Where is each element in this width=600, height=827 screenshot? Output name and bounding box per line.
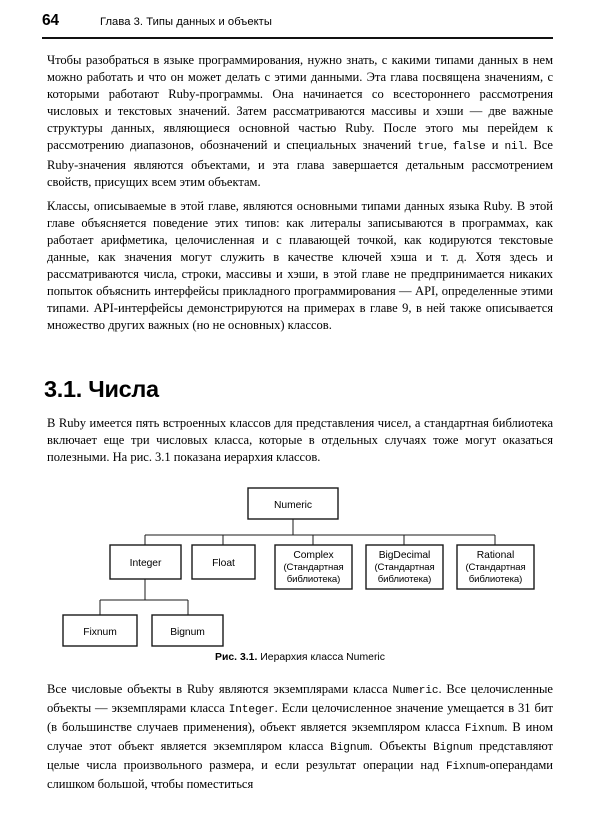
chapter-title: Глава 3. Типы данных и объекты [100,16,272,28]
node-rational [457,545,534,589]
node-rational-sub2: библиотека) [468,574,523,585]
paragraph-1 [47,52,553,191]
node-bignum [152,615,223,646]
inline-text: и [485,138,505,153]
node-bigdecimal-sub1: (Стандартная [374,562,435,573]
figure-caption [0,652,600,663]
inline-code: false [452,141,486,154]
inline-text: . В ином случае этот объект является экземпляром класса [47,720,553,754]
node-integer [110,545,181,579]
node-integer-label: Integer [129,558,162,569]
node-rational-sub1: (Стандартная [465,562,526,573]
inline-text: . Все целочисленные объекты — экземплярами класса [47,682,553,716]
hierarchy-diagram [0,483,600,668]
node-bigdecimal [366,545,443,589]
inline-text: представляют целые числа произвольного размера, и если результат операции над [47,739,553,773]
node-complex-label: Complex [293,550,334,561]
inline-text: . Все Ruby-значения являются объектами, и эта глава завершается детальным рассмотрением свойств, присущих всем этим объектам. [47,138,553,189]
running-head [42,12,552,34]
node-complex-sub2: библиотека) [286,574,341,585]
closing-column [47,681,553,794]
page-number: 64 [42,12,59,29]
inline-text: Все числовые объекты в Ruby являются экземплярами класса [47,682,393,696]
inline-text: , [443,138,453,153]
node-fixnum-label: Fixnum [83,627,117,638]
figure-caption-text: Иерархия класса Numeric [257,652,385,663]
node-bignum-label: Bignum [170,627,205,638]
paragraph-2: Классы, описываемые в этой главе, являются основными типами данных языка Ruby. В этой главе объясняется поведение этих типов: как литералы записываются в программах, как работает арифметика, целочисленная и с плавающей точкой, как кодируются текстовые данные, как значения могут служить в качестве ключей хэша и т. д. Хотя здесь и рассматриваются числа, строки, массивы и хэши, в этой главе не предпринимается никаких попыток объяснить интерфейсы прикладного программирования — API, определенные этими типами. API-интерфейсы демонстрируются на примерах в главе 9, в ней также описывается множество других важных (но не основных) классов. [47,198,553,333]
section-heading: 3.1. Числа [44,376,159,402]
inline-code: Fixnum [464,723,505,736]
inline-code: Integer [228,704,275,717]
header-rule [42,37,553,39]
node-rational-label: Rational [476,550,515,561]
inline-text: Чтобы разобраться в языке программирования, нужно знать, с какими типами данных в нем можно работать и что он может делать с этими данными. Эта глава посвящена значениям, с которыми работают Ruby-программы. Она начинается со всестороннего рассмотрения числовых и текстовых значений. Затем рассматриваются массивы и хэши — две важные структуры данных, являющиеся основной частью Ruby. После этого мы перейдем к рассмотрению диапазонов, обозначений и специальных значений [47,53,553,153]
inline-code: Bignum [433,742,473,755]
paragraph-4 [47,681,553,794]
inline-code: Numeric [392,685,439,697]
node-fixnum [63,615,137,646]
node-complex [275,545,352,589]
figure-numeric-hierarchy [0,483,600,668]
figure-caption-number: Рис. 3.1. [215,652,258,663]
node-bigdecimal-sub2: библиотека) [377,574,432,585]
node-complex-sub1: (Стандартная [283,562,344,573]
node-float [192,545,255,579]
inline-text: . Если целочисленное значение умещается в 31 бит (в большинстве случаев применения), объект является экземпляром класса [47,701,553,735]
body-column [47,52,553,335]
node-float-label: Float [212,558,235,569]
node-numeric [248,488,338,519]
node-numeric-label: Numeric [274,500,312,511]
inline-code: Fixnum [445,761,486,774]
inline-code: nil [504,141,525,154]
paragraph-3: В Ruby имеется пять встроенных классов для представления чисел, а стандартная библиотека включает еще три числовых класса, которые в отдельных случаях тоже могут оказаться полезными. На рис. 3.1 показана иерархия классов. [47,416,553,465]
node-bigdecimal-label: BigDecimal [378,550,431,561]
inline-code: Bignum [330,742,370,755]
inline-code: true [417,141,444,154]
section-intro [47,415,553,466]
inline-text: . Объекты [369,739,434,754]
inline-text: -операндами слишком большой, чтобы поместиться [47,758,553,792]
